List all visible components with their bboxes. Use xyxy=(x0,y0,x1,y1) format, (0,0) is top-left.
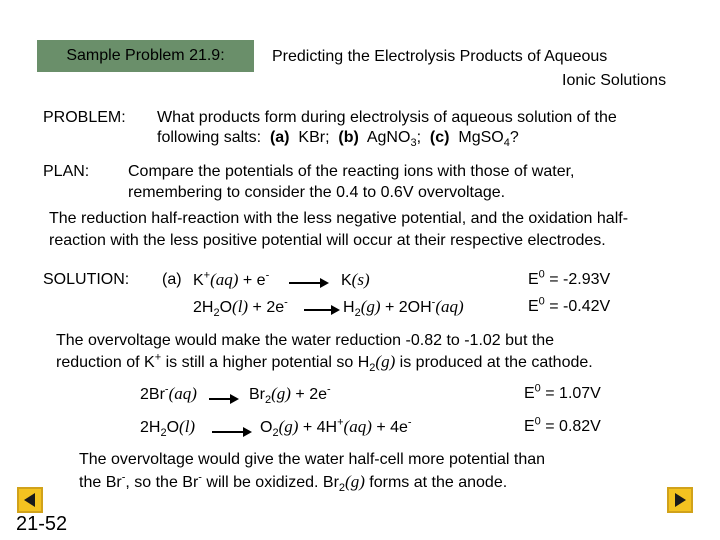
salt-b: AgNO$_3$; xyxy=(366,129,422,150)
previous-arrow-icon xyxy=(19,489,41,511)
reaction-1-potential: $E^0 = -2.93V$ xyxy=(528,268,611,288)
reaction-arrow-1-icon xyxy=(289,274,329,292)
reaction-3-products: $Br_2(g) + 2e^-$ xyxy=(249,383,331,407)
next-arrow-icon xyxy=(669,489,691,511)
reaction-2-potential: $E^0 = -0.42V$ xyxy=(528,295,611,315)
reaction-3-potential: $E^0 = 1.07V$ xyxy=(524,382,601,402)
slide-number: 21-52 xyxy=(16,513,68,535)
salt-c: MgSO$_4$? xyxy=(458,129,519,150)
sample-problem-text: Sample Problem 21.9: xyxy=(66,47,225,64)
part-a-label: (a) xyxy=(162,271,182,288)
solution-label: SOLUTION: xyxy=(43,271,130,288)
note-2-line2: the Br-, so the Br- will be oxidized. $Br_2(g)$ forms at the anode. xyxy=(79,471,508,495)
problem-label: PROBLEM: xyxy=(43,109,126,126)
reaction-arrow-4-icon xyxy=(212,423,252,441)
plan-line4: reaction with the less positive potential will occur at their respective electrodes. xyxy=(49,232,606,249)
page-title-line2: Ionic Solutions xyxy=(562,72,667,89)
problem-line1: What products form during electrolysis of aqueous solution of the xyxy=(157,109,617,126)
note-1-line1: The overvoltage would make the water reduction -0.82 to -1.02 but the xyxy=(56,332,555,349)
previous-slide-button[interactable] xyxy=(17,487,43,513)
reaction-2-reactants: $2H_2O(l) + 2e^-$ xyxy=(193,296,288,320)
reaction-2-products: $H_2(g) + 2OH^-(aq)$ xyxy=(343,296,464,320)
salt-c-label: (c) xyxy=(429,129,450,146)
reaction-4-products: $O_2(g) + 4H^+(aq) + 4e^-$ xyxy=(260,416,412,440)
plan-line2: remembering to consider the 0.4 to 0.6V overvoltage. xyxy=(128,184,506,201)
plan-line3: The reduction half-reaction with the less negative potential, and the oxidation half- xyxy=(49,210,629,227)
plan-line1: Compare the potentials of the reacting ions with those of water, xyxy=(128,163,575,180)
note-1-line2: reduction of K+ is still a higher potential so $H_2(g)$ is produced at the cathode. xyxy=(56,351,593,375)
problem-line2: following salts: (a) KBr; (b) AgNO$_3$; (c) MgSO$_4$? xyxy=(157,129,519,150)
note-2-line1: The overvoltage would give the water half-cell more potential than xyxy=(79,451,546,468)
salt-a: KBr; xyxy=(298,129,330,146)
salt-b-label: (b) xyxy=(338,129,359,146)
reaction-3-reactants: 2Br-(aq) xyxy=(140,383,197,403)
reaction-1-reactants: K+(aq) + e- xyxy=(193,269,270,289)
reaction-arrow-3-icon xyxy=(209,390,239,408)
page-title-line1: Predicting the Electrolysis Products of Aqueous xyxy=(272,48,608,65)
sample-problem-label xyxy=(37,40,254,72)
reaction-4-reactants: $2H_2O(l)$ xyxy=(140,417,196,440)
next-slide-button[interactable] xyxy=(667,487,693,513)
reaction-arrow-2-icon xyxy=(304,301,340,319)
plan-label: PLAN: xyxy=(43,163,90,180)
reaction-4-potential: $E^0 = 0.82V$ xyxy=(524,415,601,435)
salt-a-label: (a) xyxy=(269,129,290,146)
reaction-1-products: K(s) xyxy=(341,270,370,289)
